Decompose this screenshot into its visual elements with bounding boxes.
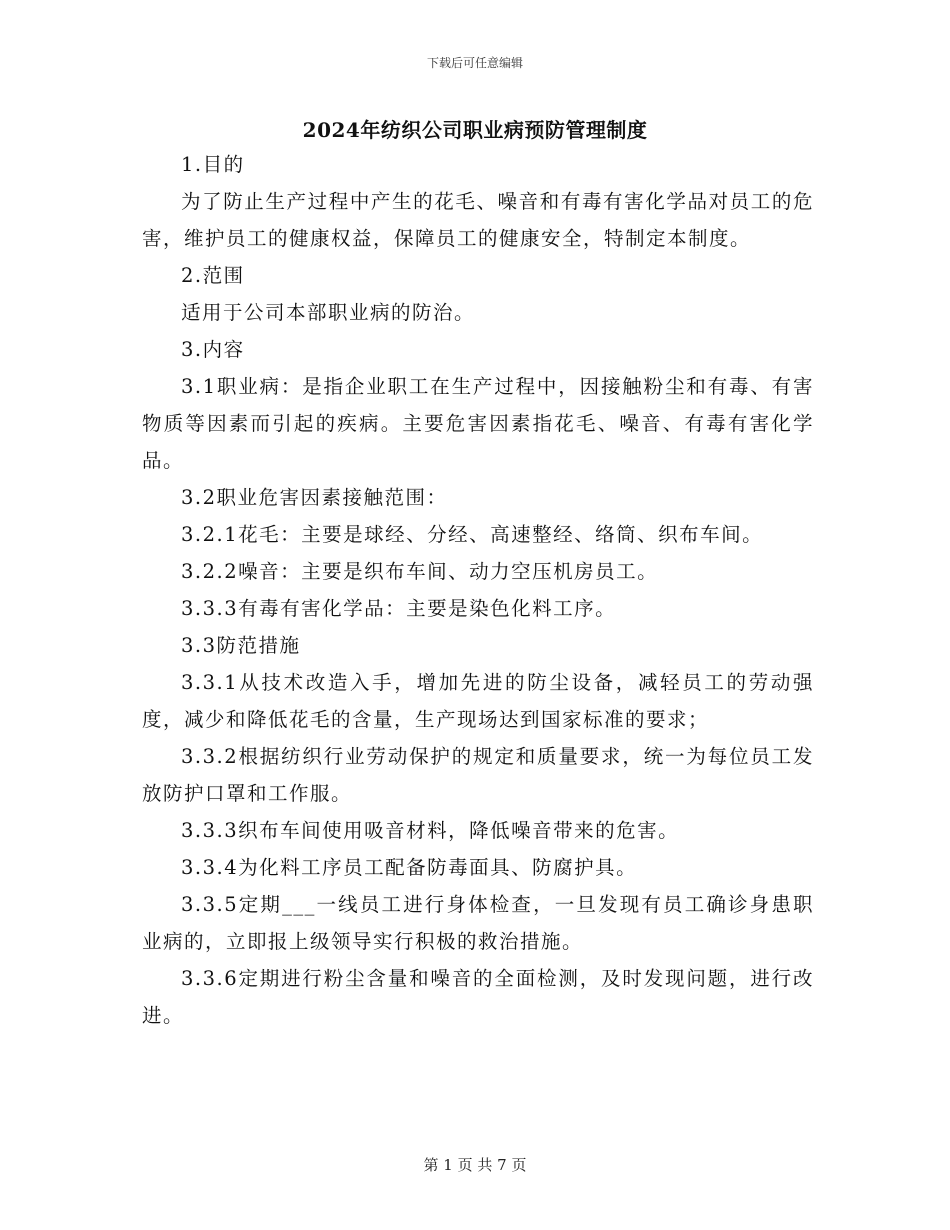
paragraph-scope: 适用于公司本部职业病的防治。	[181, 301, 476, 324]
paragraph-3-3-6: 3.3.6定期进行粉尘含量和噪音的全面检测，及时发现问题，进行改进。	[142, 967, 814, 1027]
paragraph-3-3-2: 3.3.2根据纺织行业劳动保护的规定和质量要求，统一为每位员工发放防护口罩和工作服。	[142, 745, 814, 805]
section-heading-scope: 2.范围	[181, 264, 245, 287]
section-heading-purpose: 1.目的	[181, 153, 245, 176]
paragraph-3-3-5: 3.3.5定期___一线员工进行身体检查，一旦发现有员工确诊身患职业病的，立即报上级领导实行积极的救治措施。	[142, 893, 814, 953]
document-title: 2024年纺织公司职业病预防管理制度	[302, 118, 648, 142]
paragraph-purpose: 为了防止生产过程中产生的花毛、噪音和有毒有害化学品对员工的危害，维护员工的健康权益，保障员工的健康安全，特制定本制度。	[142, 190, 814, 250]
paragraph-3-3-4: 3.3.4为化料工序员工配备防毒面具、防腐护具。	[181, 856, 638, 879]
paragraph-3-2-2: 3.2.2噪音：主要是织布车间、动力空压机房员工。	[181, 560, 659, 583]
paragraph-3-3: 3.3防范措施	[181, 634, 301, 657]
paragraph-3-2-1: 3.2.1花毛：主要是球经、分经、高速整经、络筒、织布车间。	[181, 523, 764, 546]
header-note: 下载后可任意编辑	[426, 56, 523, 70]
section-heading-content: 3.内容	[181, 338, 245, 361]
paragraph-3-2: 3.2职业危害因素接触范围：	[181, 486, 448, 509]
paragraph-3-3-3: 3.3.3织布车间使用吸音材料，降低噪音带来的危害。	[181, 819, 680, 842]
page-number: 第 1 页 共 7 页	[423, 1156, 527, 1174]
paragraph-3-3-3-hazard: 3.3.3有毒有害化学品：主要是染色化料工序。	[181, 597, 617, 620]
paragraph-3-1: 3.1职业病：是指企业职工在生产过程中，因接触粉尘和有毒、有害物质等因素而引起的疾病。主要危害因素指花毛、噪音、有毒有害化学品。	[142, 375, 814, 472]
paragraph-3-3-1: 3.3.1从技术改造入手，增加先进的防尘设备，减轻员工的劳动强度，减少和降低花毛的含量，生产现场达到国家标准的要求；	[142, 671, 814, 731]
document-body	[142, 146, 814, 1034]
